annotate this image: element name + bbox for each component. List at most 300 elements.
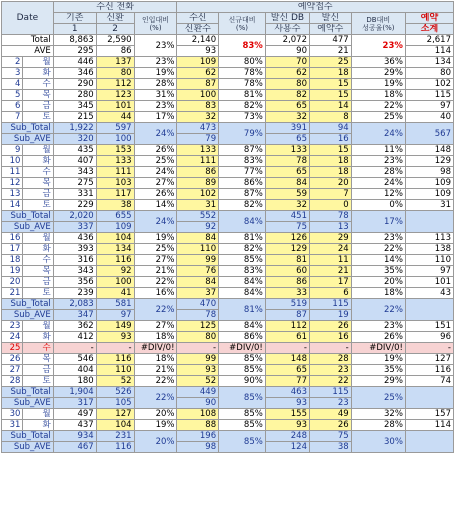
subave-new: 116	[96, 442, 134, 453]
recv-new-count: 133	[177, 145, 219, 156]
day-number: 12	[2, 178, 23, 189]
out-count: 16	[310, 332, 352, 343]
day-number: 21	[2, 288, 23, 299]
existing-count: 345	[53, 101, 96, 112]
day-row	[2, 156, 454, 167]
db-ratio: 11%	[351, 145, 405, 156]
subave-existing: 347	[53, 310, 96, 321]
new-ratio: 77%	[219, 167, 266, 178]
reserve-subtotal: 96	[405, 332, 453, 343]
recv-new-count: 76	[177, 266, 219, 277]
subtotal-new: 581	[96, 299, 134, 310]
subave-out: 38	[310, 442, 352, 453]
db-count: 84	[265, 178, 309, 189]
ave-reserve: 114	[405, 46, 453, 57]
new-count: 101	[96, 101, 134, 112]
db-ratio: 32%	[351, 409, 405, 420]
existing-count: 229	[53, 200, 96, 211]
new-ratio: 78%	[219, 68, 266, 79]
subtotal-row	[2, 387, 454, 398]
subave-recv: 98	[177, 442, 219, 453]
header-new: 신환	[96, 13, 134, 24]
subtotal-out: 94	[310, 123, 352, 134]
db-count: 78	[265, 156, 309, 167]
existing-count: 239	[53, 288, 96, 299]
day-row	[2, 332, 454, 343]
subtotal-db: 391	[265, 123, 309, 134]
subtotal-new: 231	[96, 431, 134, 442]
total-label: Total	[2, 35, 54, 46]
day-row	[2, 409, 454, 420]
out-count: 15	[310, 90, 352, 101]
subtotal-new: 597	[96, 123, 134, 134]
db-count: -	[265, 343, 309, 354]
reserve-subtotal: 134	[405, 57, 453, 68]
subtotal-existing: 1,922	[53, 123, 96, 134]
total-existing: 8,863	[53, 35, 96, 46]
out-count: 14	[310, 101, 352, 112]
db-ratio: 22%	[351, 244, 405, 255]
new-count: 104	[96, 233, 134, 244]
new-count: 41	[96, 288, 134, 299]
header-date: Date	[2, 2, 54, 35]
existing-count: 290	[53, 79, 96, 90]
db-count: 129	[265, 244, 309, 255]
db-ratio: 36%	[351, 57, 405, 68]
db-count: 33	[265, 288, 309, 299]
ave-label: AVE	[2, 46, 54, 57]
new-count: 149	[96, 321, 134, 332]
subave-label: Sub_AVE	[2, 398, 54, 409]
out-count: 29	[310, 233, 352, 244]
sub-intro-ratio: 24%	[134, 211, 177, 233]
db-count: 93	[265, 420, 309, 431]
subtotal-new: 655	[96, 211, 134, 222]
intro-ratio: 19%	[134, 68, 177, 79]
subave-existing: 320	[53, 134, 96, 145]
reserve-subtotal: 138	[405, 244, 453, 255]
new-count: 134	[96, 244, 134, 255]
subave-db: 65	[265, 134, 309, 145]
reserve-subtotal: 97	[405, 101, 453, 112]
new-ratio: 80%	[219, 57, 266, 68]
day-number: 27	[2, 365, 23, 376]
day-row	[2, 79, 454, 90]
intro-ratio: 27%	[134, 321, 177, 332]
sub-intro-ratio: 20%	[134, 431, 177, 453]
new-count: 92	[96, 266, 134, 277]
db-ratio: 29%	[351, 376, 405, 387]
day-number: 10	[2, 156, 23, 167]
existing-count: 412	[53, 332, 96, 343]
intro-ratio: 26%	[134, 145, 177, 156]
intro-ratio: #DIV/0!	[134, 343, 177, 354]
day-weekday: 월	[23, 233, 53, 244]
reserve-subtotal: 148	[405, 145, 453, 156]
existing-count: 546	[53, 354, 96, 365]
reserve-subtotal: 98	[405, 167, 453, 178]
sub-db-ratio: 24%	[351, 123, 405, 145]
day-weekday: 금	[23, 365, 53, 376]
header-out: 발신	[310, 13, 352, 24]
sub-new-ratio: 81%	[219, 299, 266, 321]
out-count: 25	[310, 57, 352, 68]
db-ratio: 0%	[351, 200, 405, 211]
header-out-count: 예약수	[310, 24, 352, 35]
reserve-subtotal: 31	[405, 200, 453, 211]
subave-recv: 79	[177, 134, 219, 145]
new-count: 116	[96, 255, 134, 266]
total-reserve: 2,617	[405, 35, 453, 46]
out-count: 11	[310, 255, 352, 266]
new-count: 52	[96, 376, 134, 387]
reserve-subtotal: 151	[405, 321, 453, 332]
recv-new-count: 99	[177, 255, 219, 266]
new-count: 153	[96, 145, 134, 156]
day-row	[2, 233, 454, 244]
existing-count: 404	[53, 365, 96, 376]
subave-new: 100	[96, 134, 134, 145]
day-weekday: 수	[23, 79, 53, 90]
day-row	[2, 200, 454, 211]
intro-ratio: 14%	[134, 200, 177, 211]
subtotal-db: 519	[265, 299, 309, 310]
subtotal-out: 75	[310, 431, 352, 442]
header-reserve: 예약	[405, 13, 453, 24]
reserve-subtotal: 116	[405, 365, 453, 376]
db-count: 32	[265, 112, 309, 123]
out-count: 24	[310, 244, 352, 255]
subtotal-out: 78	[310, 211, 352, 222]
subtotal-recv: 449	[177, 387, 219, 398]
db-ratio: 23%	[351, 156, 405, 167]
db-count: 133	[265, 145, 309, 156]
existing-count: -	[53, 343, 96, 354]
existing-count: 435	[53, 145, 96, 156]
subave-existing: 337	[53, 222, 96, 233]
new-ratio: 87%	[219, 189, 266, 200]
subave-out: 13	[310, 222, 352, 233]
day-row	[2, 112, 454, 123]
out-count: 26	[310, 420, 352, 431]
day-number: 5	[2, 90, 23, 101]
out-count: 0	[310, 200, 352, 211]
reserve-subtotal: 80	[405, 68, 453, 79]
header-intro-ratio: 인입대비 (%)	[134, 13, 177, 35]
day-row	[2, 167, 454, 178]
intro-ratio: 22%	[134, 277, 177, 288]
reserve-subtotal: 110	[405, 255, 453, 266]
subave-recv: 90	[177, 398, 219, 409]
day-number: 20	[2, 277, 23, 288]
day-number: 9	[2, 145, 23, 156]
out-count: 49	[310, 409, 352, 420]
intro-ratio: 25%	[134, 156, 177, 167]
header-out-db-count: 사용수	[265, 24, 309, 35]
sub-db-ratio: 25%	[351, 387, 405, 409]
new-ratio: 82%	[219, 244, 266, 255]
subave-existing: 317	[53, 398, 96, 409]
new-ratio: 85%	[219, 409, 266, 420]
new-ratio: #DIV/0!	[219, 343, 266, 354]
new-ratio: 85%	[219, 354, 266, 365]
db-count: 65	[265, 167, 309, 178]
recv-new-count: 100	[177, 90, 219, 101]
day-row	[2, 343, 454, 354]
recv-new-count: 102	[177, 189, 219, 200]
day-row	[2, 178, 454, 189]
out-count: 23	[310, 365, 352, 376]
reserve-subtotal: 101	[405, 277, 453, 288]
recv-new-count: 84	[177, 233, 219, 244]
reserve-subtotal: 109	[405, 178, 453, 189]
db-ratio: 28%	[351, 167, 405, 178]
db-ratio: 19%	[351, 79, 405, 90]
ave-out: 21	[310, 46, 352, 57]
new-count: 117	[96, 189, 134, 200]
new-ratio: 86%	[219, 178, 266, 189]
day-weekday: 월	[23, 57, 53, 68]
out-count: 8	[310, 112, 352, 123]
intro-ratio: 21%	[134, 365, 177, 376]
day-number: 3	[2, 68, 23, 79]
db-ratio: 29%	[351, 68, 405, 79]
day-row	[2, 145, 454, 156]
subtotal-recv: 196	[177, 431, 219, 442]
db-ratio: 14%	[351, 255, 405, 266]
sub-new-ratio: 85%	[219, 387, 266, 409]
day-weekday: 화	[23, 156, 53, 167]
new-ratio: 85%	[219, 420, 266, 431]
subtotal-row	[2, 431, 454, 442]
day-number: 24	[2, 332, 23, 343]
reserve-subtotal: 157	[405, 409, 453, 420]
new-ratio: 84%	[219, 321, 266, 332]
sub-db-ratio: 22%	[351, 299, 405, 321]
day-row	[2, 255, 454, 266]
subtotal-out: 115	[310, 387, 352, 398]
sub-intro-ratio: 22%	[134, 299, 177, 321]
header-db-ratio: DB대비 성공율(%)	[351, 13, 405, 35]
sub-reserve	[405, 431, 453, 453]
day-weekday: 수	[23, 255, 53, 266]
db-count: 81	[265, 255, 309, 266]
db-count: 32	[265, 200, 309, 211]
day-row	[2, 189, 454, 200]
recv-new-count: 109	[177, 57, 219, 68]
db-count: 61	[265, 332, 309, 343]
reserve-subtotal: 129	[405, 156, 453, 167]
subtotal-recv: 470	[177, 299, 219, 310]
new-ratio: 87%	[219, 145, 266, 156]
recv-new-count: 84	[177, 277, 219, 288]
day-number: 23	[2, 321, 23, 332]
intro-ratio: 28%	[134, 79, 177, 90]
day-weekday: 수	[23, 343, 53, 354]
total-new-ratio: 83%	[219, 35, 266, 57]
existing-count: 331	[53, 189, 96, 200]
subave-db: 87	[265, 310, 309, 321]
subtotal-label: Sub_Total	[2, 299, 54, 310]
day-number: 18	[2, 255, 23, 266]
out-count: 22	[310, 376, 352, 387]
ave-db: 90	[265, 46, 309, 57]
new-count: 103	[96, 178, 134, 189]
day-number: 19	[2, 266, 23, 277]
intro-ratio: 23%	[134, 101, 177, 112]
new-count: 137	[96, 57, 134, 68]
new-count: 127	[96, 409, 134, 420]
sub-db-ratio: 30%	[351, 431, 405, 453]
out-count: 17	[310, 277, 352, 288]
header-recv-new: 신환수	[177, 24, 219, 35]
day-weekday: 화	[23, 332, 53, 343]
reserve-subtotal: -	[405, 343, 453, 354]
out-count: 18	[310, 167, 352, 178]
existing-count: 346	[53, 68, 96, 79]
intro-ratio: 26%	[134, 189, 177, 200]
day-weekday: 화	[23, 244, 53, 255]
subtotal-label: Sub_Total	[2, 123, 54, 134]
existing-count: 215	[53, 112, 96, 123]
out-count: 20	[310, 178, 352, 189]
day-row	[2, 365, 454, 376]
recv-new-count: 125	[177, 321, 219, 332]
header-reserve-subtotal: 소계	[405, 24, 453, 35]
new-count: 123	[96, 90, 134, 101]
subave-recv: 78	[177, 310, 219, 321]
day-weekday: 목	[23, 354, 53, 365]
reserve-subtotal: 74	[405, 376, 453, 387]
db-count: 148	[265, 354, 309, 365]
day-weekday: 월	[23, 409, 53, 420]
subave-label: Sub_AVE	[2, 222, 54, 233]
new-count: 111	[96, 167, 134, 178]
db-ratio: 35%	[351, 266, 405, 277]
out-count: 6	[310, 288, 352, 299]
db-ratio: 18%	[351, 90, 405, 101]
existing-count: 343	[53, 266, 96, 277]
day-row	[2, 420, 454, 431]
new-ratio: 78%	[219, 79, 266, 90]
subtotal-new: 526	[96, 387, 134, 398]
new-count: 116	[96, 354, 134, 365]
subtotal-label: Sub_Total	[2, 431, 54, 442]
db-ratio: 28%	[351, 420, 405, 431]
new-ratio: 83%	[219, 266, 266, 277]
out-count: -	[310, 343, 352, 354]
db-count: 62	[265, 68, 309, 79]
sub-reserve	[405, 211, 453, 233]
reserve-subtotal: 97	[405, 266, 453, 277]
day-row	[2, 68, 454, 79]
new-count: 133	[96, 156, 134, 167]
db-ratio: 22%	[351, 101, 405, 112]
day-weekday: 월	[23, 321, 53, 332]
report-table	[1, 1, 454, 453]
total-db: 2,072	[265, 35, 309, 46]
day-weekday: 목	[23, 266, 53, 277]
db-count: 60	[265, 266, 309, 277]
ave-existing: 295	[53, 46, 96, 57]
intro-ratio: 24%	[134, 167, 177, 178]
existing-count: 343	[53, 167, 96, 178]
day-weekday: 화	[23, 68, 53, 79]
existing-count: 407	[53, 156, 96, 167]
recv-new-count: 31	[177, 200, 219, 211]
out-count: 15	[310, 79, 352, 90]
sub-reserve	[405, 299, 453, 321]
day-weekday: 목	[23, 178, 53, 189]
db-ratio: 12%	[351, 189, 405, 200]
reserve-subtotal: 127	[405, 354, 453, 365]
day-number: 4	[2, 79, 23, 90]
intro-ratio: 18%	[134, 332, 177, 343]
total-row	[2, 35, 454, 46]
existing-count: 446	[53, 57, 96, 68]
day-row	[2, 266, 454, 277]
db-count: 80	[265, 79, 309, 90]
recv-new-count: 86	[177, 167, 219, 178]
new-ratio: 82%	[219, 200, 266, 211]
recv-new-count: 89	[177, 178, 219, 189]
subave-out: 16	[310, 134, 352, 145]
new-ratio: 90%	[219, 376, 266, 387]
new-count: 44	[96, 112, 134, 123]
subave-label: Sub_AVE	[2, 134, 54, 145]
existing-count: 356	[53, 277, 96, 288]
new-count: 110	[96, 365, 134, 376]
subtotal-existing: 2,083	[53, 299, 96, 310]
total-recv: 2,140	[177, 35, 219, 46]
day-row	[2, 376, 454, 387]
db-count: 70	[265, 57, 309, 68]
day-weekday: 화	[23, 420, 53, 431]
out-count: 18	[310, 156, 352, 167]
day-number: 28	[2, 376, 23, 387]
subave-label: Sub_AVE	[2, 310, 54, 321]
intro-ratio: 27%	[134, 255, 177, 266]
existing-count: 275	[53, 178, 96, 189]
ave-recv: 93	[177, 46, 219, 57]
ave-new: 86	[96, 46, 134, 57]
sub-new-ratio: 84%	[219, 211, 266, 233]
day-number: 30	[2, 409, 23, 420]
intro-ratio: 23%	[134, 57, 177, 68]
existing-count: 316	[53, 255, 96, 266]
recv-new-count: 37	[177, 288, 219, 299]
db-ratio: 25%	[351, 112, 405, 123]
db-ratio: 23%	[351, 321, 405, 332]
subtotal-row	[2, 211, 454, 222]
subtotal-existing: 1,904	[53, 387, 96, 398]
subave-db: 124	[265, 442, 309, 453]
day-number: 2	[2, 57, 23, 68]
new-ratio: 81%	[219, 90, 266, 101]
day-number: 7	[2, 112, 23, 123]
db-count: 86	[265, 277, 309, 288]
db-ratio: 24%	[351, 178, 405, 189]
header-out-db: 발신 DB	[265, 13, 309, 24]
existing-count: 280	[53, 90, 96, 101]
new-count: 80	[96, 68, 134, 79]
subtotal-db: 463	[265, 387, 309, 398]
recv-new-count: 52	[177, 376, 219, 387]
new-ratio: 73%	[219, 112, 266, 123]
db-count: 77	[265, 376, 309, 387]
day-row	[2, 354, 454, 365]
subtotal-existing: 934	[53, 431, 96, 442]
